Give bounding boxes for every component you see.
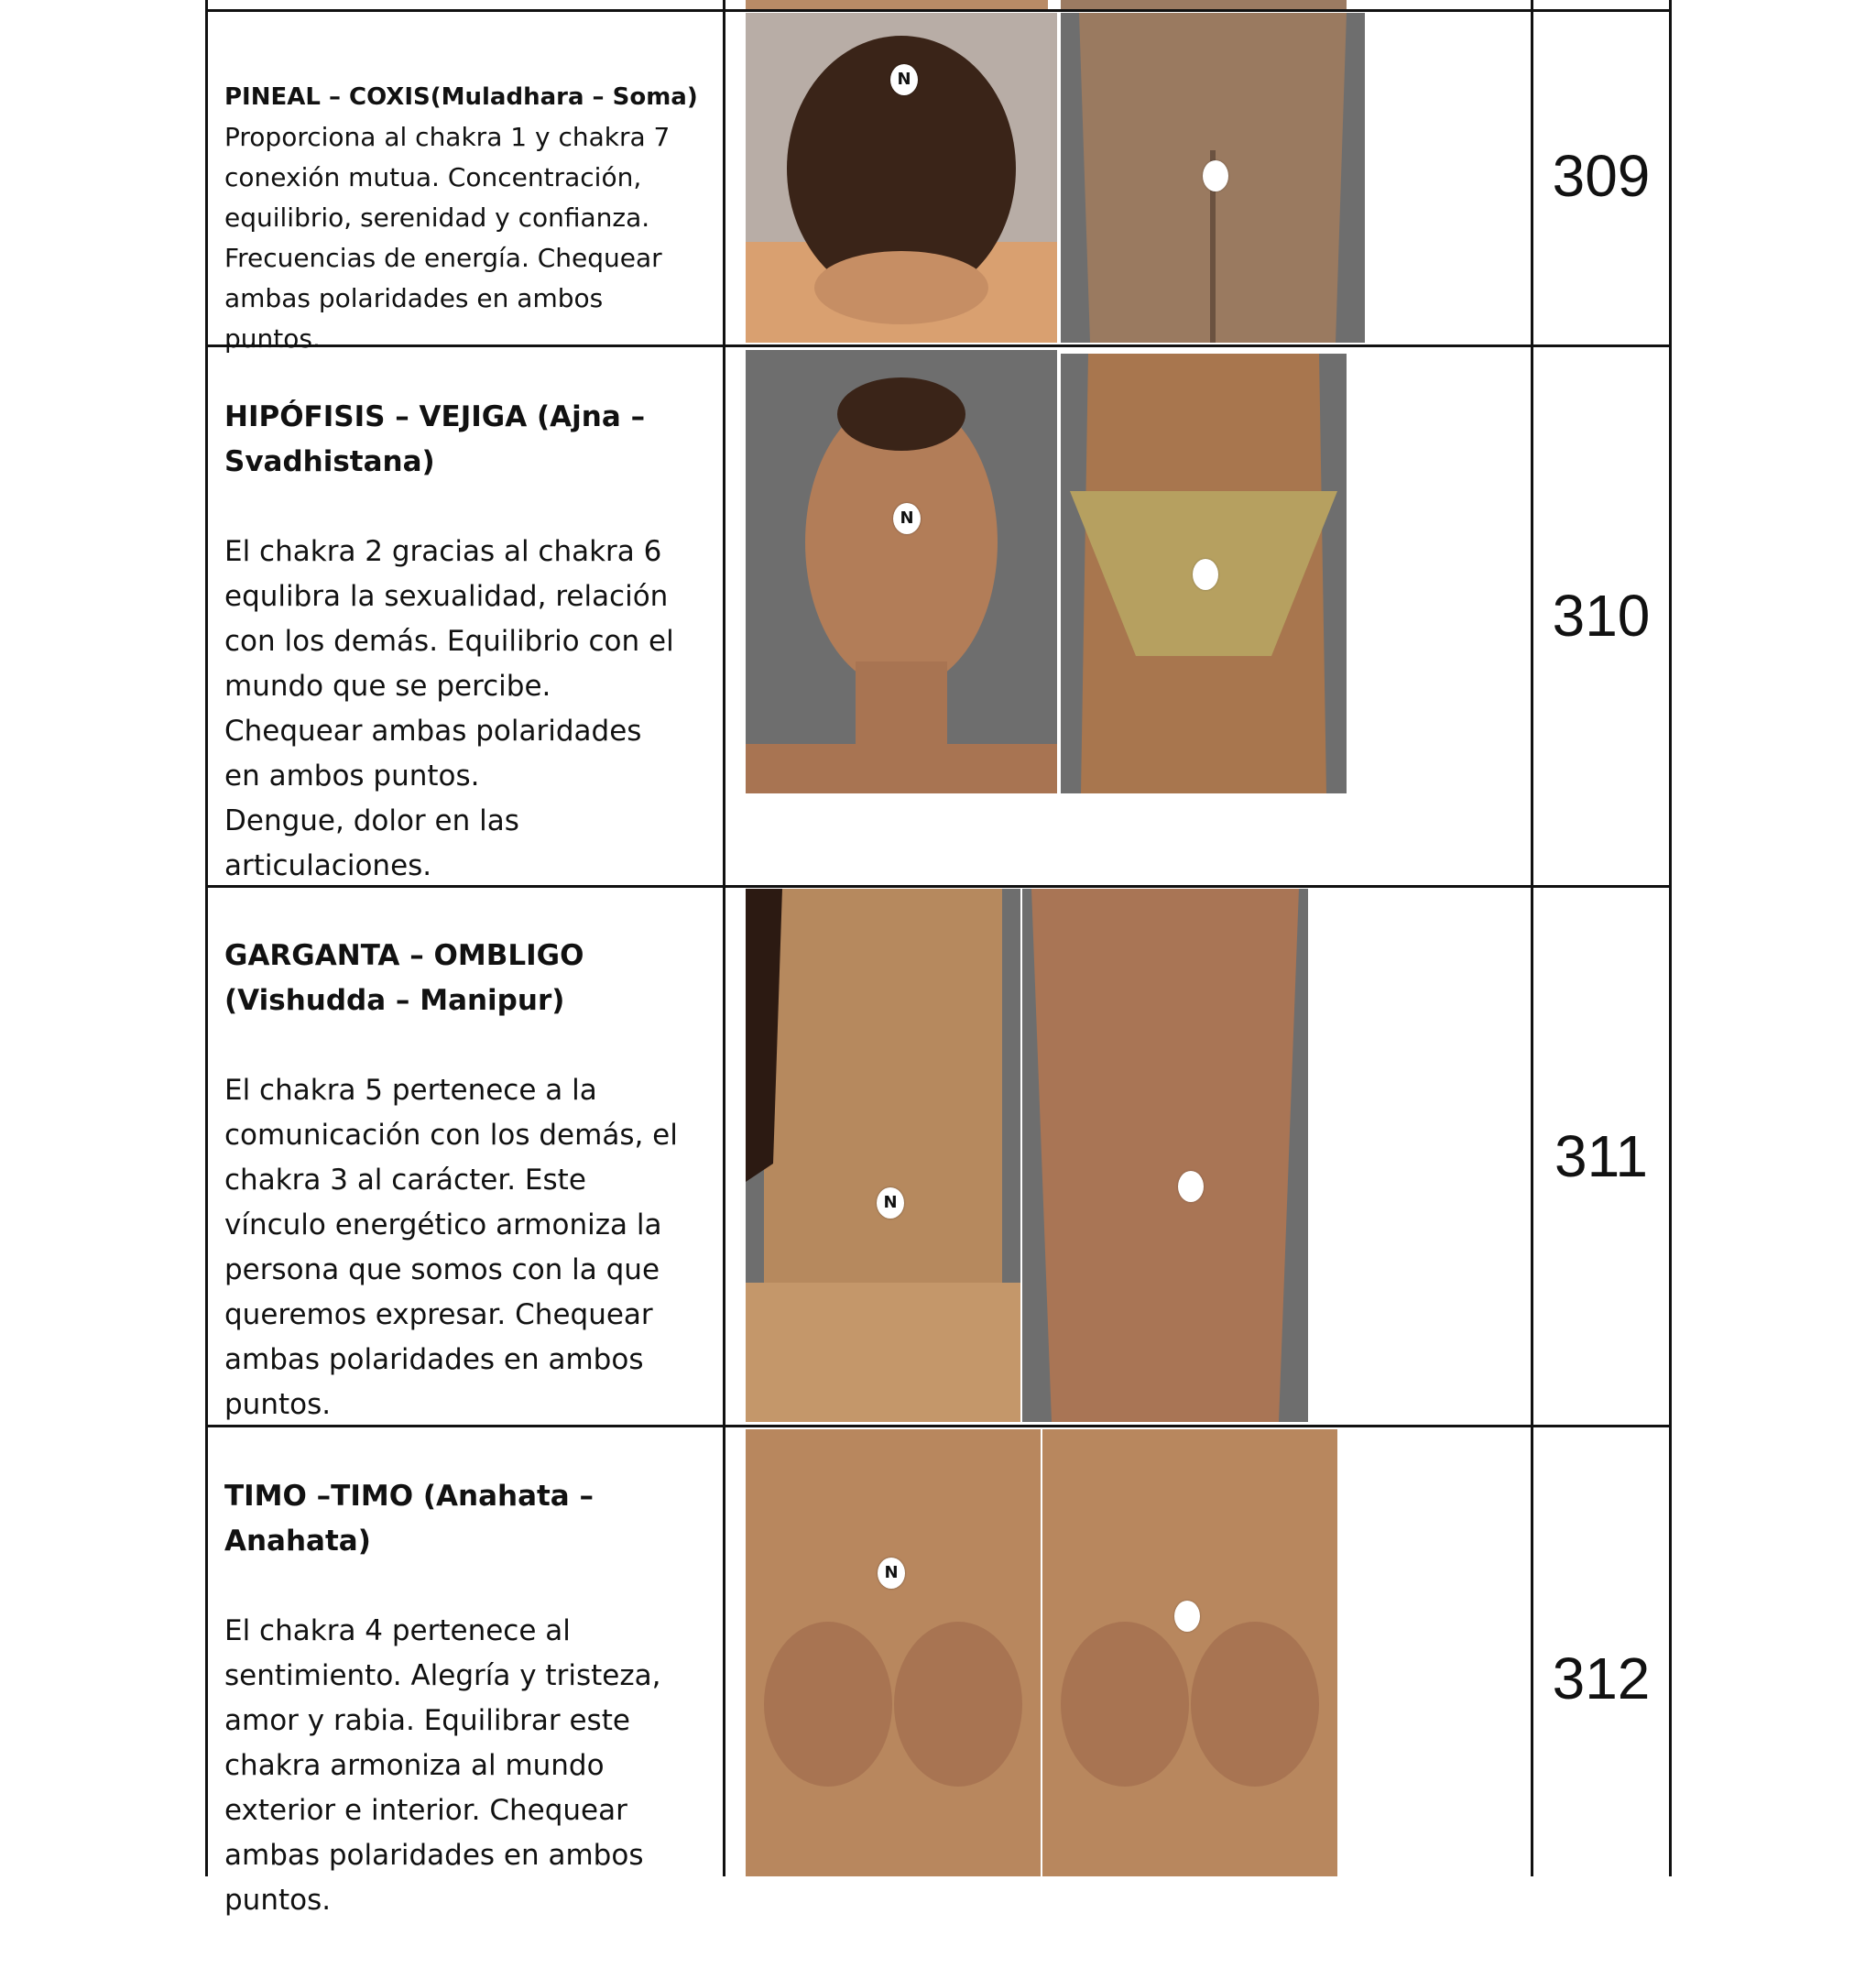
row-311-neck-image (746, 889, 1020, 1422)
row-311-body: El chakra 5 pertenece a la comunicación con los demás, el chakra 3 al carácter. Este vínculo energético armoniza la persona que somos con la que queremos expresar. Chequear ambas polaridades en ambos puntos. (224, 1074, 678, 1421)
row-312-chest-image-right (1042, 1429, 1337, 1876)
row-309-number: 309 (1552, 143, 1651, 209)
row-309-marker-dot (1203, 160, 1228, 191)
table-border-right (1669, 0, 1672, 1876)
row-309-text (224, 37, 719, 399)
row-310-number: 310 (1552, 583, 1651, 649)
table-divider-number (1531, 0, 1533, 1876)
row-312-title: TIMO –TIMO (Anahata – Anahata) (224, 1480, 594, 1558)
row-311-abdomen-image (1022, 889, 1308, 1422)
row-309-marker-n: N (890, 64, 918, 95)
row-border-309 (207, 9, 1671, 12)
row-310-face-image (746, 350, 1057, 793)
row-309-title: PINEAL – COXIS(Muladhara – Soma) (224, 83, 698, 111)
row-310-text (224, 350, 719, 934)
row-312-text (224, 1429, 719, 1968)
row-312-chest-image-left (746, 1429, 1041, 1876)
row-309-head-top-image (746, 13, 1057, 343)
row-310-marker-n: N (893, 503, 921, 534)
row-311-marker-n: N (877, 1187, 904, 1219)
row-310-marker-dot (1193, 559, 1218, 590)
row-311-title: GARGANTA – OMBLIGO (Vishudda – Manipur) (224, 939, 584, 1017)
table-border-left (205, 0, 208, 1876)
row-312-body: El chakra 4 pertenece al sentimiento. Alegría y tristeza, amor y rabia. Equilibrar este chakra armoniza al mundo exterior e interior. Chequear ambas polaridades en ambos puntos. (224, 1614, 661, 1917)
table-divider-text (723, 0, 725, 1876)
row-312-number: 312 (1552, 1645, 1651, 1711)
row-311-number: 311 (1554, 1123, 1649, 1189)
row-312-marker-n: N (878, 1558, 905, 1589)
row-311-text (224, 889, 719, 1472)
row-310-title: HIPÓFISIS – VEJIGA (Ajna – Svadhistana) (224, 400, 646, 478)
row-310-body: El chakra 2 gracias al chakra 6 equlibra la sexualidad, relación con los demás. Equilibrio con el mundo que se percibe. Chequear ambas polaridades en ambos puntos. Dengue, dolor en las articulaciones. (224, 535, 674, 882)
row-312-marker-dot (1174, 1601, 1200, 1632)
row-311-marker-dot (1178, 1171, 1204, 1202)
row-309-body: Proporciona al chakra 1 y chakra 7 conexión mutua. Concentración, equilibrio, serenidad y confianza. Frecuencias de energía. Chequear ambas polaridades en ambos puntos. (224, 122, 671, 354)
